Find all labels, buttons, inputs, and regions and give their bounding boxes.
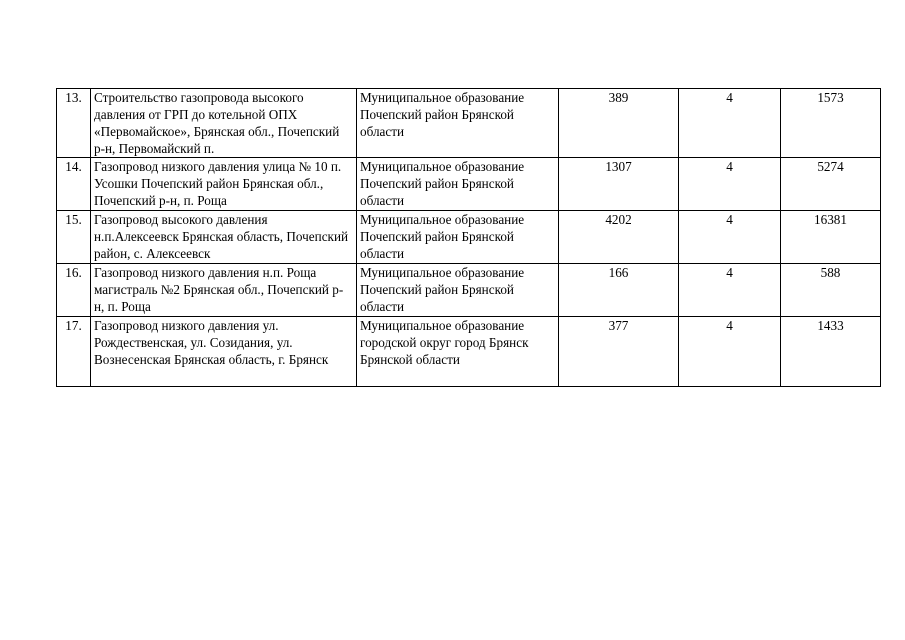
table-row: [57, 89, 881, 158]
class-value: 4: [679, 89, 781, 158]
length-value: 377: [559, 317, 679, 387]
object-name: Строительство газопровода высокого давления от ГРП до котельной ОПХ «Первомайское», Брянская обл., Почепский р-н, Первомайский п.: [91, 89, 357, 158]
object-name: Газопровод низкого давления ул. Рождественская, ул. Созидания, ул. Вознесенская Брянская область, г. Брянск: [91, 317, 357, 387]
amount-value: 5274: [781, 158, 881, 211]
object-name: Газопровод высокого давления н.п.Алексеевск Брянская область, Почепский район, с. Алексеевск: [91, 211, 357, 264]
owner-name: Муниципальное образование Почепский район Брянской области: [357, 158, 559, 211]
table-row: [57, 317, 881, 387]
table-row: [57, 158, 881, 211]
row-number: 16.: [57, 264, 91, 317]
class-value: 4: [679, 264, 781, 317]
class-value: 4: [679, 317, 781, 387]
owner-name: Муниципальное образование городской округ город Брянск Брянской области: [357, 317, 559, 387]
row-number: 13.: [57, 89, 91, 158]
amount-value: 588: [781, 264, 881, 317]
amount-value: 1433: [781, 317, 881, 387]
row-number: 15.: [57, 211, 91, 264]
table-row: [57, 264, 881, 317]
row-number: 17.: [57, 317, 91, 387]
owner-name: Муниципальное образование Почепский район Брянской области: [357, 89, 559, 158]
class-value: 4: [679, 158, 781, 211]
object-name: Газопровод низкого давления улица № 10 п. Усошки Почепский район Брянская обл., Почепский р-н, п. Роща: [91, 158, 357, 211]
owner-name: Муниципальное образование Почепский район Брянской области: [357, 211, 559, 264]
gas-pipeline-table: [56, 88, 881, 387]
length-value: 166: [559, 264, 679, 317]
length-value: 389: [559, 89, 679, 158]
amount-value: 16381: [781, 211, 881, 264]
class-value: 4: [679, 211, 781, 264]
object-name: Газопровод низкого давления н.п. Роща магистраль №2 Брянская обл., Почепский р-н, п. Роща: [91, 264, 357, 317]
length-value: 4202: [559, 211, 679, 264]
amount-value: 1573: [781, 89, 881, 158]
owner-name: Муниципальное образование Почепский район Брянской области: [357, 264, 559, 317]
length-value: 1307: [559, 158, 679, 211]
row-number: 14.: [57, 158, 91, 211]
table-row: [57, 211, 881, 264]
